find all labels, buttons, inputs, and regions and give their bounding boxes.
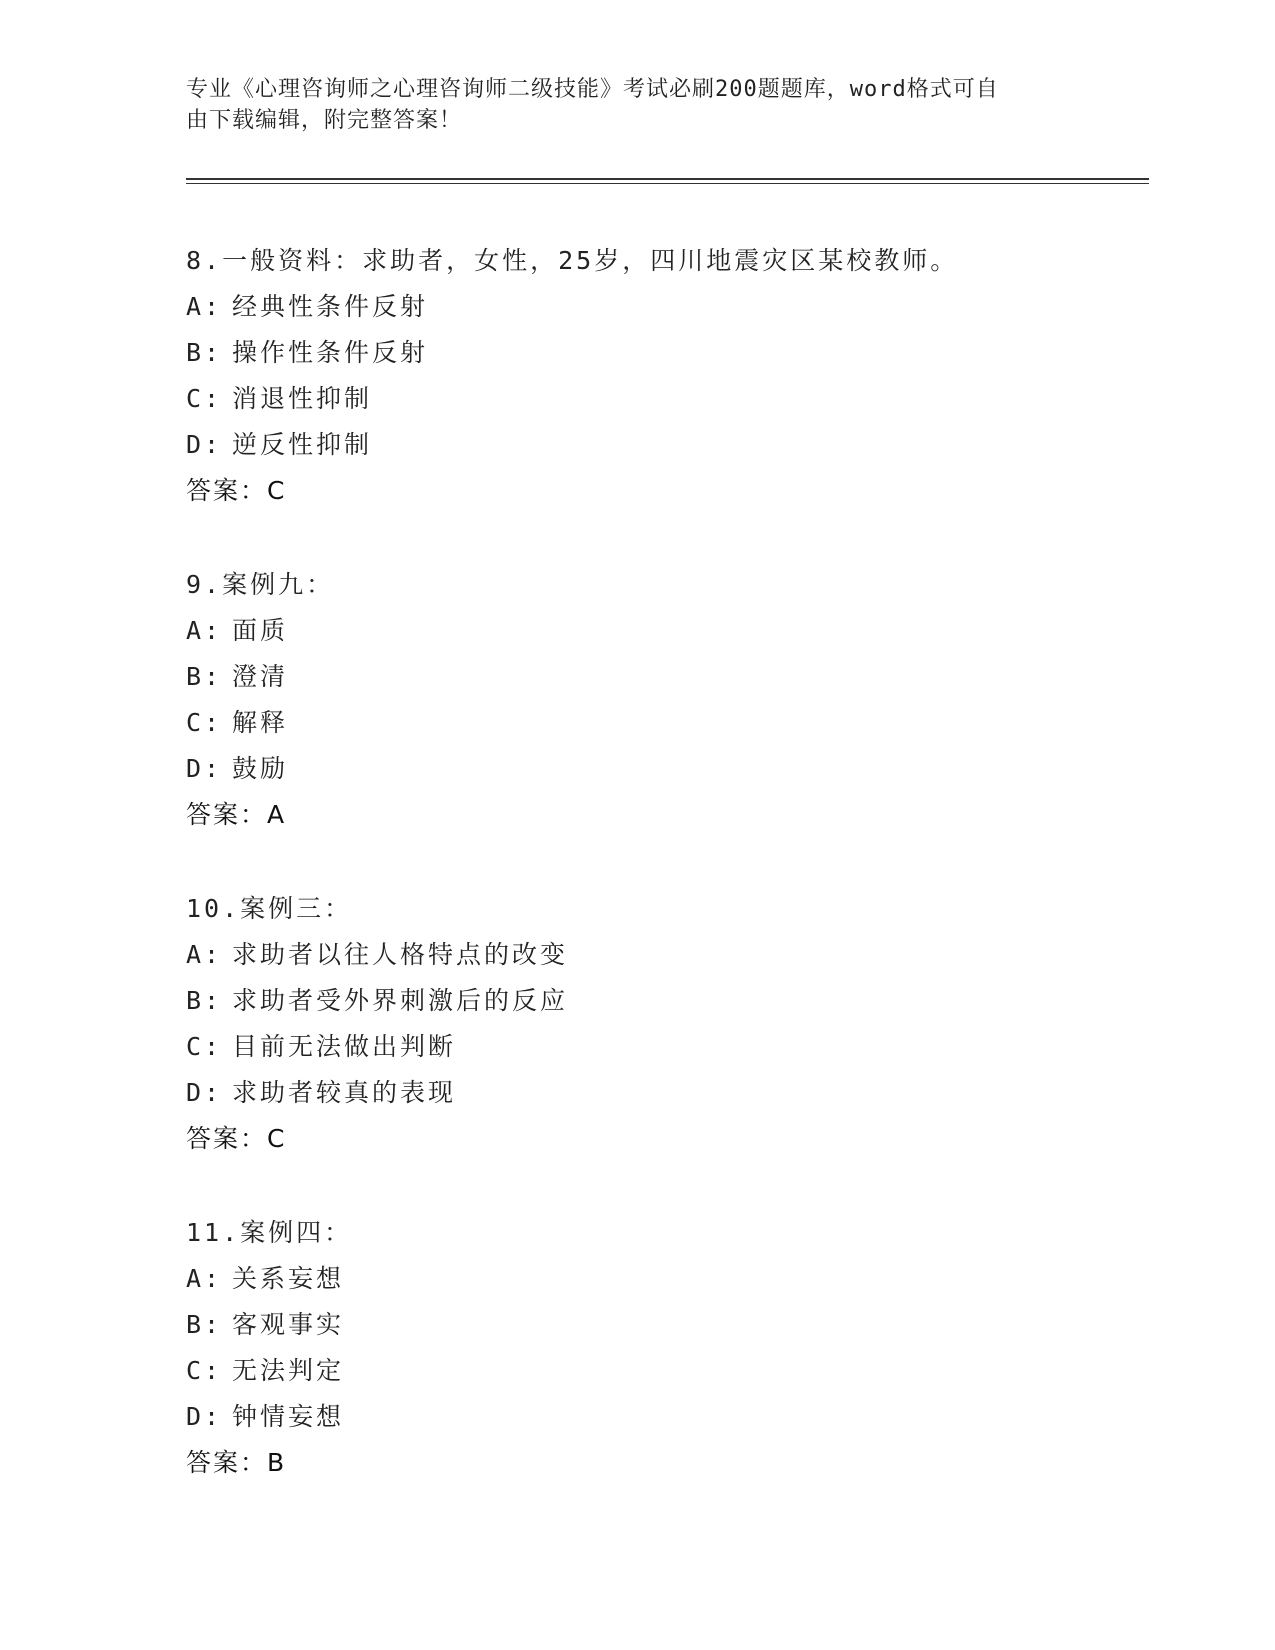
option-key: D: bbox=[186, 1078, 223, 1107]
question-stem: 11.案例四： bbox=[186, 1218, 353, 1247]
option-text: 面质 bbox=[232, 616, 289, 645]
question-8 bbox=[186, 238, 1146, 514]
question-stem: 9.案例九： bbox=[186, 570, 335, 599]
answer: 答案：C bbox=[186, 476, 287, 505]
option-key: B: bbox=[186, 986, 223, 1015]
option-text: 经典性条件反射 bbox=[232, 292, 429, 321]
option-key: C: bbox=[186, 384, 223, 413]
header-line-1: 专业《心理咨询师之心理咨询师二级技能》考试必刷200题题库，word格式可自 bbox=[186, 77, 999, 102]
option-d bbox=[186, 1394, 1146, 1440]
option-text: 目前无法做出判断 bbox=[232, 1032, 457, 1061]
option-a bbox=[186, 284, 1146, 330]
document-header bbox=[186, 74, 1066, 136]
header-line-2: 由下载编辑，附完整答案！ bbox=[186, 108, 463, 133]
option-d bbox=[186, 422, 1146, 468]
option-key: D: bbox=[186, 430, 223, 459]
option-text: 鼓励 bbox=[232, 754, 289, 783]
option-text: 求助者以往人格特点的改变 bbox=[232, 940, 569, 969]
option-text: 求助者较真的表现 bbox=[232, 1078, 457, 1107]
option-d bbox=[186, 1070, 1146, 1116]
option-key: A: bbox=[186, 1264, 223, 1293]
option-text: 关系妄想 bbox=[232, 1264, 345, 1293]
option-c bbox=[186, 1348, 1146, 1394]
option-text: 解释 bbox=[232, 708, 289, 737]
option-key: C: bbox=[186, 1356, 223, 1385]
option-b bbox=[186, 1302, 1146, 1348]
answer: 答案：C bbox=[186, 1124, 287, 1153]
option-text: 逆反性抑制 bbox=[232, 430, 373, 459]
header-divider-thick bbox=[186, 178, 1149, 180]
question-list bbox=[186, 238, 1146, 1534]
option-key: A: bbox=[186, 940, 223, 969]
option-key: B: bbox=[186, 1310, 223, 1339]
option-b bbox=[186, 330, 1146, 376]
option-a bbox=[186, 932, 1146, 978]
option-text: 求助者受外界刺激后的反应 bbox=[232, 986, 569, 1015]
option-b bbox=[186, 978, 1146, 1024]
option-d bbox=[186, 746, 1146, 792]
option-b bbox=[186, 654, 1146, 700]
question-stem: 8.一般资料：求助者，女性，25岁，四川地震灾区某校教师。 bbox=[186, 246, 959, 275]
option-c bbox=[186, 376, 1146, 422]
option-key: B: bbox=[186, 338, 223, 367]
option-text: 客观事实 bbox=[232, 1310, 345, 1339]
question-stem: 10.案例三： bbox=[186, 894, 353, 923]
answer: 答案：A bbox=[186, 800, 287, 829]
option-key: D: bbox=[186, 1402, 223, 1431]
option-key: A: bbox=[186, 616, 223, 645]
option-key: C: bbox=[186, 1032, 223, 1061]
question-11 bbox=[186, 1210, 1146, 1486]
option-key: C: bbox=[186, 708, 223, 737]
answer: 答案：B bbox=[186, 1448, 287, 1477]
option-text: 无法判定 bbox=[232, 1356, 345, 1385]
option-key: A: bbox=[186, 292, 223, 321]
option-c bbox=[186, 700, 1146, 746]
option-key: D: bbox=[186, 754, 223, 783]
option-a bbox=[186, 1256, 1146, 1302]
option-text: 澄清 bbox=[232, 662, 289, 691]
question-9 bbox=[186, 562, 1146, 838]
option-c bbox=[186, 1024, 1146, 1070]
option-text: 消退性抑制 bbox=[232, 384, 373, 413]
option-text: 操作性条件反射 bbox=[232, 338, 429, 367]
header-divider-thin bbox=[186, 183, 1149, 184]
option-key: B: bbox=[186, 662, 223, 691]
option-a bbox=[186, 608, 1146, 654]
question-10 bbox=[186, 886, 1146, 1162]
option-text: 钟情妄想 bbox=[232, 1402, 345, 1431]
